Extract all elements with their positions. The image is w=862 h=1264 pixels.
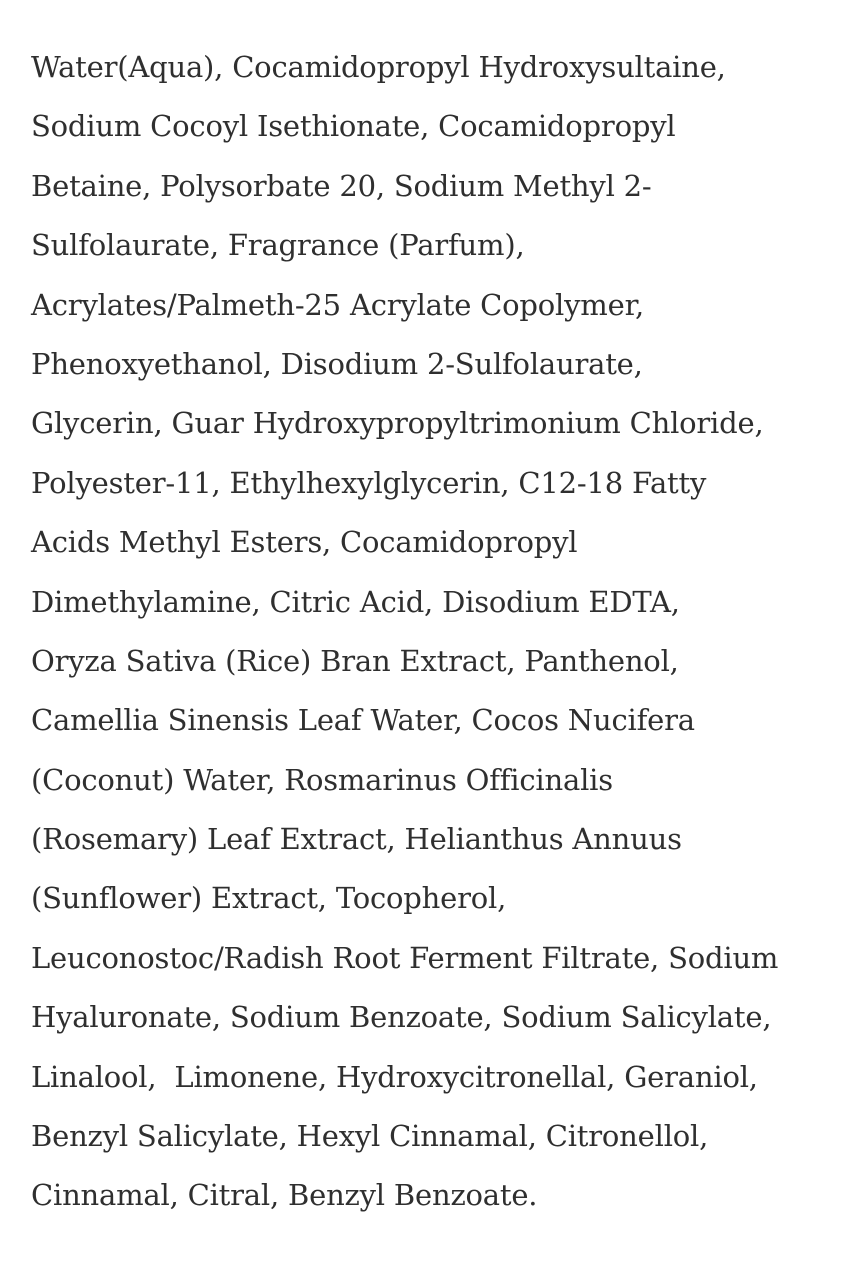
ingredients-line-6: Phenoxyethanol, Disodium 2-Sulfolaurate, xyxy=(31,346,643,381)
ingredients-line-2: Sodium Cocoyl Isethionate, Cocamidopropyl xyxy=(31,109,676,144)
ingredients-line-16: Leuconostoc/Radish Root Ferment Filtrate, Sodium xyxy=(31,940,779,975)
ingredients-line-5: Acrylates/Palmeth-25 Acrylate Copolymer, xyxy=(31,287,645,322)
ingredients-line-19: Benzyl Salicylate, Hexyl Cinnamal, Citronellol, xyxy=(31,1119,709,1154)
ingredients-line-10: Dimethylamine, Citric Acid, Disodium EDTA, xyxy=(31,584,680,619)
ingredients-list xyxy=(31,38,831,1226)
ingredients-line-9: Acids Methyl Esters, Cocamidopropyl xyxy=(31,525,578,560)
ingredients-line-8: Polyester-11, Ethylhexylglycerin, C12-18 Fatty xyxy=(31,465,707,500)
ingredients-line-15: (Sunflower) Extract, Tocopherol, xyxy=(31,881,507,916)
ingredients-line-11: Oryza Sativa (Rice) Bran Extract, Panthenol, xyxy=(31,643,679,678)
ingredients-line-18: Linalool, Limonene, Hydroxycitronellal, Geraniol, xyxy=(31,1059,758,1094)
ingredients-line-7: Glycerin, Guar Hydroxypropyltrimonium Chloride, xyxy=(31,406,764,441)
ingredients-line-13: (Coconut) Water, Rosmarinus Officinalis xyxy=(31,762,613,797)
ingredients-line-12: Camellia Sinensis Leaf Water, Cocos Nucifera xyxy=(31,703,695,738)
ingredients-line-1: Water(Aqua), Cocamidopropyl Hydroxysultaine, xyxy=(31,50,726,84)
ingredients-line-20: Cinnamal, Citral, Benzyl Benzoate. xyxy=(31,1178,538,1213)
ingredients-line-3: Betaine, Polysorbate 20, Sodium Methyl 2- xyxy=(31,168,652,203)
ingredients-line-4: Sulfolaurate, Fragrance (Parfum), xyxy=(31,228,525,263)
ingredients-line-14: (Rosemary) Leaf Extract, Helianthus Annuus xyxy=(31,822,682,857)
ingredients-line-17: Hyaluronate, Sodium Benzoate, Sodium Salicylate, xyxy=(31,1000,772,1035)
